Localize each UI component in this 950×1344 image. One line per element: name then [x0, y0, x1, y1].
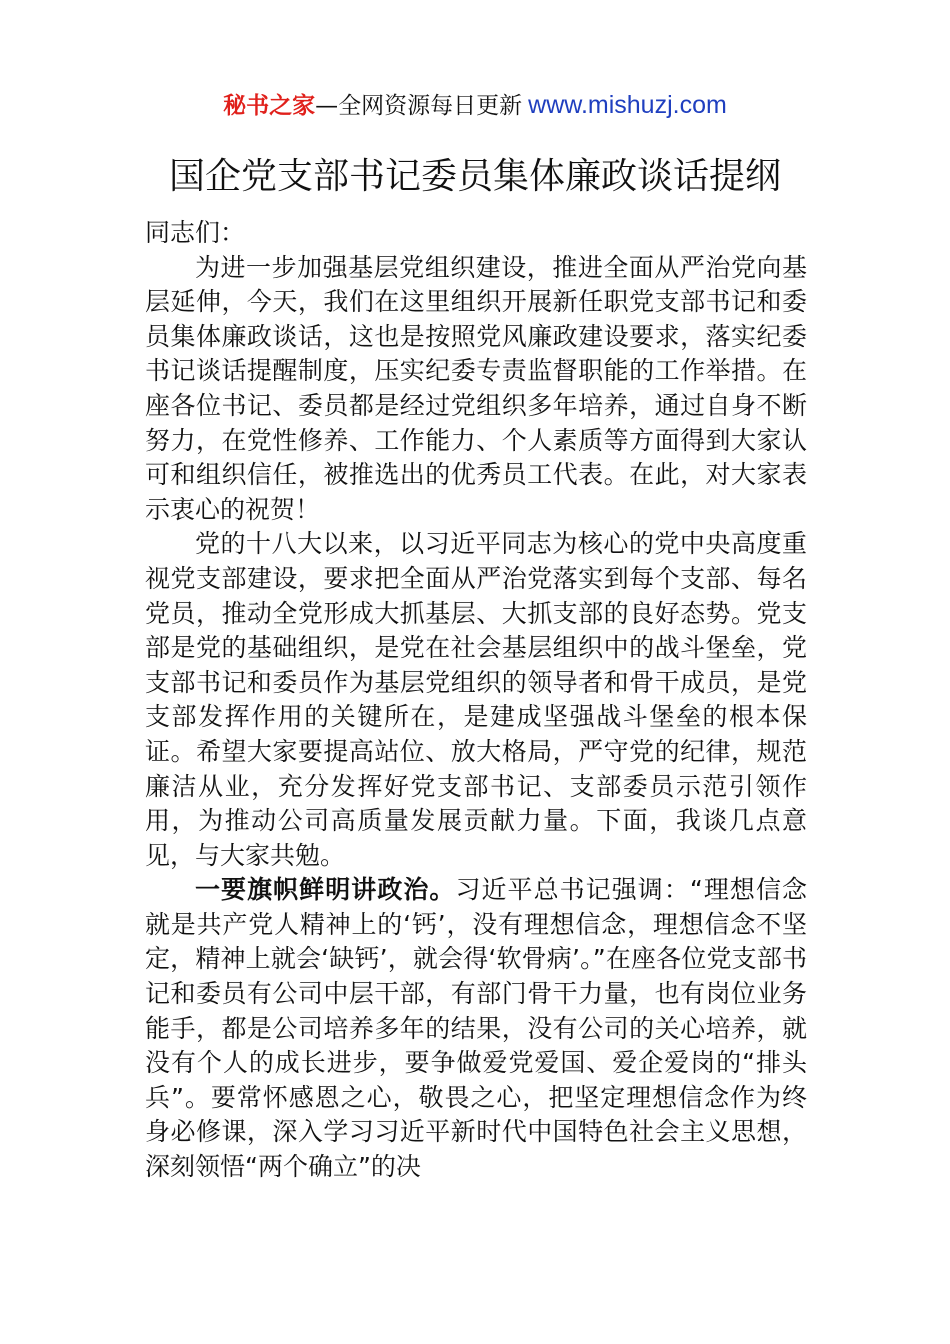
site-header [0, 88, 950, 123]
site-url-link[interactable]: www.mishuzj.com [528, 91, 727, 119]
paragraph-intro [145, 251, 807, 528]
brand-name: 秘书之家 [223, 93, 316, 119]
document-body [145, 216, 807, 1185]
paragraph-text: 习近平总书记强调：“理想信念就是共产党人精神上的‘钙’，没有理想信念，理想信念不坚定，精神上就会‘缺钙’，就会得‘软骨病’。”在座各位党支部书记和委员有公司中层干部，有部门骨干力量，也有岗位业务能手，都是公司培养多年的结果，没有公司的关心培养，就没有个人的成长进步，要争做爱党爱国、爱企爱岗的“排头兵”。要常怀感恩之心，敬畏之心，把坚定理想信念作为终身必修课，深入学习习近平新时代中国特色社会主义思想，深刻领悟“两个确立”的决 [145, 875, 807, 1182]
paragraph-lead-heading: 一要旗帜鲜明讲政治。 [195, 875, 456, 905]
paragraph-point-one [145, 873, 807, 1184]
paragraph-text: 党的十八大以来，以习近平同志为核心的党中央高度重视党支部建设，要求把全面从严治党落实到每个支部、每名党员，推动全党形成大抓基层、大抓支部的良好态势。党支部是党的基础组织，是党在社会基层组织中的战斗堡垒，党支部书记和委员作为基层党组织的领导者和骨干成员，是党支部发挥作用的关键所在，是建成坚强战斗堡垒的根本保证。希望大家要提高站位、放大格局，严守党的纪律，规范廉洁从业，充分发挥好党支部书记、支部委员示范引领作用，为推动公司高质量发展贡献力量。下面，我谈几点意见，与大家共勉。 [145, 529, 807, 870]
salutation: 同志们： [145, 218, 246, 247]
paragraph-text: 为进一步加强基层党组织建设，推进全面从严治党向基层延伸，今天，我们在这里组织开展新任职党支部书记和委员集体廉政谈话，这也是按照党风廉政建设要求，落实纪委书记谈话提醒制度，压实纪委专责监督职能的工作举措。在座各位书记、委员都是经过党组织多年培养，通过自身不断努力，在党性修养、工作能力、个人素质等方面得到大家认可和组织信任，被推选出的优秀员工代表。在此，对大家表示衷心的祝贺！ [145, 252, 807, 524]
header-slogan: —全网资源每日更新 [315, 93, 523, 119]
document-title: 国企党支部书记委员集体廉政谈话提纲 [168, 156, 781, 197]
paragraph-background [145, 527, 807, 873]
